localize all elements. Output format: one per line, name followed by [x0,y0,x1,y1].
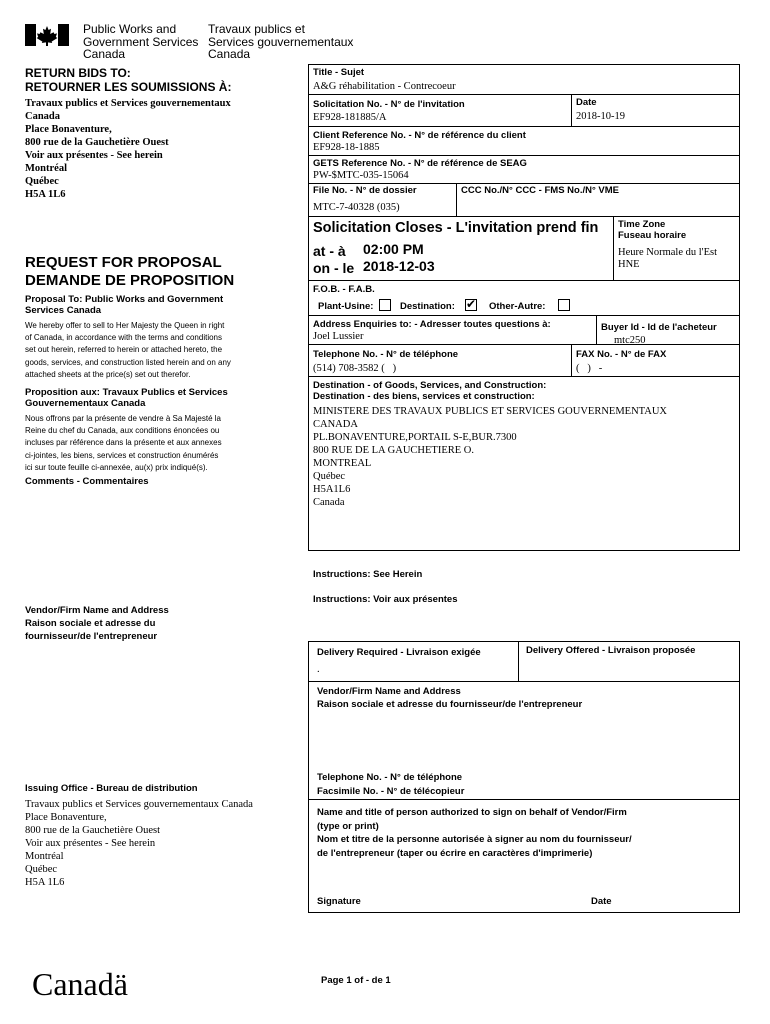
tz-label-line: Fuseau horaire [618,230,687,241]
destination-label-line: Destination - of Goods, Services, and Construction: [313,380,547,391]
page-number: Page 1 of - de 1 [321,975,391,986]
dept-fr-line: Travaux publics et [208,22,305,36]
divider [596,315,597,344]
destination-address [313,405,667,509]
checkmark-icon: ✔ [466,297,477,311]
body-line: Nous offrons par la présente de vendre à Sa Majesté la [25,414,221,423]
dept-fr-line: Canada [208,47,251,61]
signature-label[interactable]: Signature [317,896,361,907]
vendor-name-label-line: Raison sociale et adresse du fournisseur/de l'entrepreneur [317,699,583,710]
dept-name-en [83,23,198,61]
divider [308,315,740,316]
tz-value-line: Heure Normale du l'Est [618,247,717,258]
date-label: Date [576,97,597,108]
address-line: 800 rue de la Gauchetière Ouest [25,825,160,836]
buyer-id-label: Buyer Id - Id de l'acheteur [601,322,717,333]
destination-line: 800 RUE DE LA GAUCHETIERE O. [313,445,474,456]
delivery-required-label[interactable]: Delivery Required - Livraison exigée [317,647,481,658]
body-line: attached sheets at the price(s) set out therefor. [25,369,191,379]
destination-label-line: Destination - des biens, services et construction: [313,391,535,402]
body-line: ci-jointes, les biens, services et construction énumérés [25,450,219,460]
other-autre-label: Other-Autre: [489,301,546,312]
body-line: incluses par référence dans la présente et aux annexes [25,438,222,448]
return-bids-title [25,66,231,94]
authorized-label-line: (type or print) [317,820,379,832]
body-line: We hereby offer to sell to Her Majesty the Queen in right [25,321,225,330]
address-line: Montréal [25,851,64,862]
address-line: Place Bonaventure, [25,124,112,135]
authorized-label-line: de l'entrepreneur (taper ou écrire en caractères d'imprimerie) [317,847,593,859]
divider [308,799,740,800]
authorized-label-line: Nom et titre de la personne autorisée à signer au nom du fournisseur/ [317,834,632,845]
client-ref-label: Client Reference No. - N° de référence du client [313,130,526,141]
divider [308,155,740,156]
time-zone-value [618,247,717,271]
address-line: Voir aux présentes - See herein [25,838,156,849]
dept-en-line: Canada [83,47,126,61]
dept-name-fr [208,23,353,61]
client-ref-value: EF928-18-1885 [313,142,380,153]
telephone-label: Telephone No. - N° de téléphone [313,349,459,360]
ccc-no-label: CCC No./N° CCC - FMS No./N° VME [461,185,620,196]
address-line: Voir aux présentes - See herein [25,150,163,161]
rfp-title-line: DEMANDE DE PROPOSITION [25,272,235,289]
telephone-value: (514) 708-3582 ( ) [313,363,397,374]
vendor-name-label-line: Vendor/Firm Name and Address [317,686,461,697]
destination-line: Canada [313,497,345,508]
body-line: of Canada, in accordance with the terms and conditions [25,333,223,343]
destination-line: CANADA [313,419,358,430]
destination-line: Québec [313,471,346,482]
address-line: Canada [25,111,61,122]
vendor-label-line: Vendor/Firm Name and Address [25,605,169,616]
dept-fr-line: Services gouvernementaux [208,34,354,49]
heading-line: Gouvernementaux Canada [25,398,146,409]
plant-usine-checkbox[interactable] [379,299,391,311]
fob-label: F.O.B. - F.A.B. [313,284,375,295]
plant-usine-label: Plant-Usine: [318,301,374,312]
divider [308,681,740,682]
file-no-value: MTC-7-40328 (035) [313,202,400,213]
title-label: Title - Sujet [313,67,365,78]
issuing-office-label: Issuing Office - Bureau de distribution [25,783,198,794]
divider [308,183,740,184]
solicitation-closes-label: Solicitation Closes - L'invitation prend fin [313,220,599,236]
divider [613,216,614,280]
proposition-body [25,413,222,474]
delivery-offered-label[interactable]: Delivery Offered - Livraison proposée [526,645,696,656]
vendor-firm-label-left [25,604,169,643]
file-no-label: File No. - N° de dossier [313,185,417,196]
address-line: H5A 1L6 [25,877,65,888]
at-label: at - à [313,243,346,259]
tz-label-line: Time Zone [618,219,666,230]
authorized-label-line: Name and title of person authorized to sign on behalf of Vendor/Firm [317,807,627,818]
destination-label [313,380,546,402]
delivery-required-value: . [317,664,320,675]
address-enquiries-label: Address Enquiries to: - Adresser toutes questions à: [313,319,551,330]
body-line: goods, services, and construction listed herein and on any [25,357,231,367]
solicitation-no-value: EF928-181885/A [313,112,387,123]
other-autre-checkbox[interactable] [558,299,570,311]
address-line: Québec [25,176,59,187]
rfp-title [25,254,234,290]
authorized-person-label[interactable] [317,806,632,860]
return-bids-line: RETURN BIDS TO: [25,66,131,80]
return-bids-address [25,97,231,201]
divider [308,94,740,95]
address-line: 800 rue de la Gauchetière Ouest [25,137,169,148]
title-value: A&G réhabilitation - Contrecoeur [313,81,456,92]
closing-date-value: 2018-12-03 [363,258,435,274]
dept-en-line: Government Services [83,34,199,49]
canada-flag-logo [25,24,69,46]
destination-option-label: Destination: [400,301,455,312]
rfp-title-line: REQUEST FOR PROPOSAL [25,254,222,271]
fax-label: FAX No. - N° de FAX [576,349,667,360]
gets-ref-label: GETS Reference No. - N° de référence de SEAG [313,158,527,169]
divider [308,344,740,345]
address-line: Québec [25,864,58,875]
proposal-to-heading [25,294,223,316]
divider [571,344,572,376]
buyer-id-value: mtc250 [614,335,646,346]
date-value: 2018-10-19 [576,111,625,122]
address-line: Travaux publics et Services gouvernementaux [25,98,231,109]
solicitation-no-label: Solicitation No. - N° de l'invitation [313,99,465,110]
instructions-fr: Instructions: Voir aux présentes [313,594,458,605]
divider [308,280,740,281]
address-line: Montréal [25,163,67,174]
destination-checkbox[interactable] [465,299,477,311]
divider [308,376,740,377]
heading-line: Proposition aux: Travaux Publics et Services [25,387,228,398]
instructions-en: Instructions: See Herein [313,569,423,580]
body-line: set out herein, referred to herein or attached hereto, the [25,345,223,355]
address-line: Place Bonaventure, [25,812,107,823]
fax-value: ( ) - [576,363,603,374]
vendor-telephone-label[interactable]: Telephone No. - N° de téléphone [317,772,463,783]
vendor-facsimile-label[interactable]: Facsimile No. - N° de télécopieur [317,786,465,797]
time-zone-label [618,219,686,241]
heading-line: Services Canada [25,305,102,316]
body-line: ici sur toute feuille ci-annexée, au(x) prix indiqué(s). [25,462,208,472]
address-line: H5A 1L6 [25,189,66,200]
vendor-label-line: fournisseur/de l'entrepreneur [25,631,158,642]
divider [518,641,519,681]
divider [308,216,740,217]
heading-line: Proposal To: Public Works and Government [25,294,224,305]
proposal-to-body [25,320,231,381]
vendor-label-line: Raison sociale et adresse du [25,618,156,629]
divider [456,183,457,216]
gets-ref-value: PW-$MTC-035-15064 [313,170,409,181]
on-label: on - le [313,260,355,276]
divider [308,126,740,127]
tz-value-line: HNE [618,259,640,270]
address-line: Travaux publics et Services gouvernementaux Canada [25,799,253,810]
return-bids-line: RETOURNER LES SOUMISSIONS À: [25,80,232,94]
canada-wordmark: Canadä [32,966,128,1002]
comments-label: Comments - Commentaires [25,476,149,487]
destination-line: MINISTERE DES TRAVAUX PUBLICS ET SERVICES GOUVERNEMENTAUX [313,406,667,417]
address-enquiries-value: Joel Lussier [313,331,364,342]
destination-line: MONTREAL [313,458,372,469]
signature-date-label[interactable]: Date [591,896,612,907]
closing-time-value: 02:00 PM [363,241,424,257]
body-line: Reine du chef du Canada, aux conditions énoncées ou [25,426,220,436]
issuing-office-address [25,798,253,889]
vendor-name-label[interactable] [317,685,582,711]
destination-line: H5A1L6 [313,484,351,495]
dept-en-line: Public Works and [83,22,177,36]
proposition-heading [25,387,228,409]
destination-line: PL.BONAVENTURE,PORTAIL S-E,BUR.7300 [313,432,517,443]
divider [571,94,572,126]
